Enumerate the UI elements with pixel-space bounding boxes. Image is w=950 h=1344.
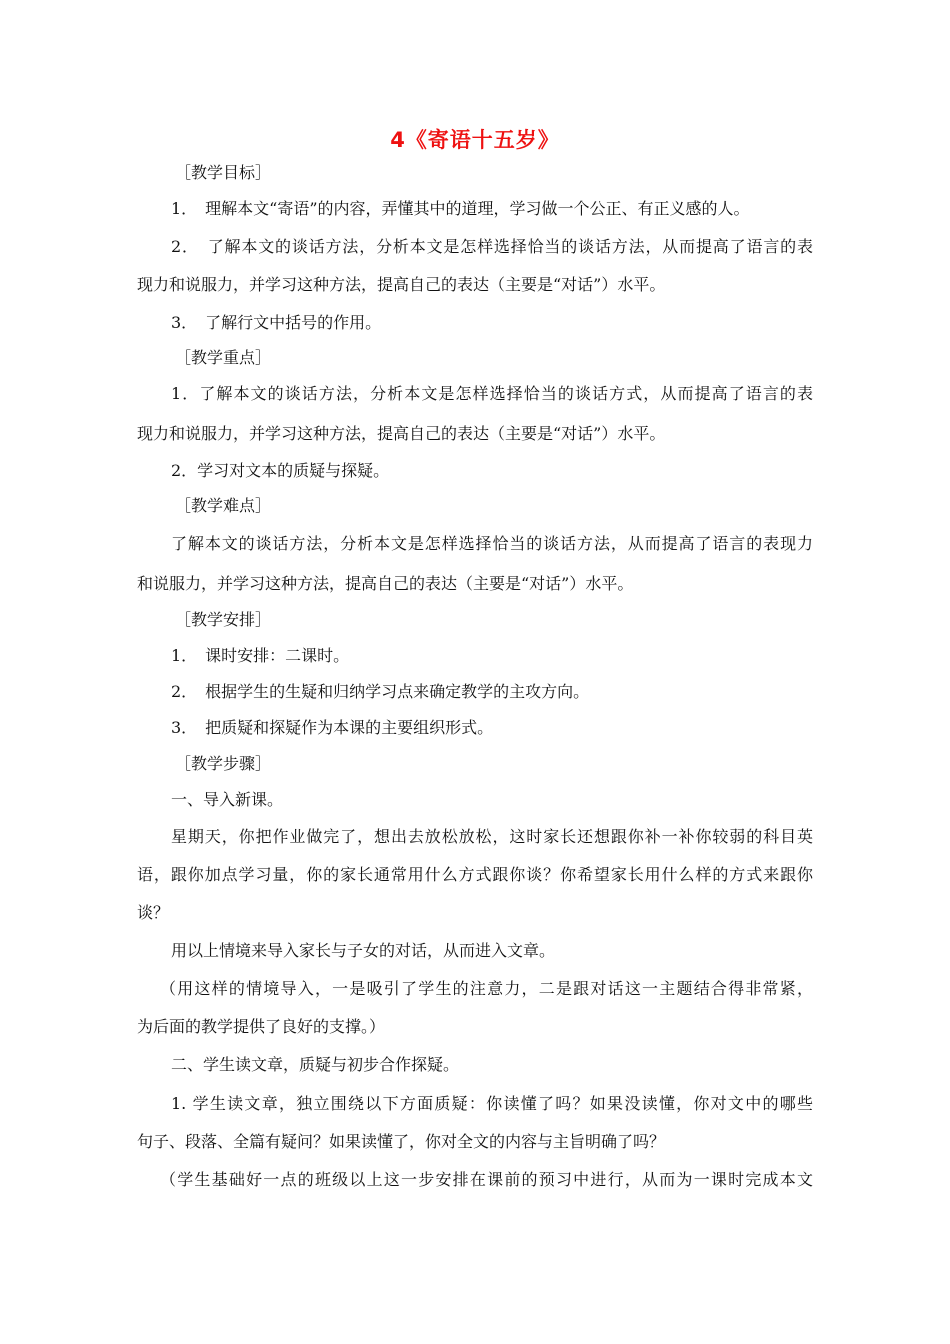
section-heading-objectives: ［教学目标］ — [175, 163, 272, 182]
body-line: （学生基础好一点的班级以上这一步安排在课前的预习中进行，从而为一课时完成本文 — [160, 1170, 813, 1189]
body-line: 和说服力，并学习这种方法，提高自己的表达（主要是“对话”）水平。 — [137, 574, 634, 593]
body-line: 3． 把质疑和探疑作为本课的主要组织形式。 — [171, 718, 494, 737]
body-line: 现力和说服力，并学习这种方法，提高自己的表达（主要是“对话”）水平。 — [137, 275, 666, 294]
section-heading-key-points: ［教学重点］ — [175, 348, 272, 367]
body-line: 句子、段落、全篇有疑问？如果读懂了，你对全文的内容与主旨明确了吗？ — [137, 1132, 666, 1151]
body-line: 星期天，你把作业做完了，想出去放松放松，这时家长还想跟你补一补你较弱的科目英 — [171, 827, 813, 846]
body-line: 为后面的教学提供了良好的支撑。） — [137, 1017, 386, 1036]
body-line: 谈？ — [137, 903, 170, 922]
section-heading-arrangement: ［教学安排］ — [175, 610, 272, 629]
body-line: 二、学生读文章，质疑与初步合作探疑。 — [171, 1055, 460, 1074]
document-title: 4《寄语十五岁》 — [390, 128, 560, 152]
body-line: 1．了解本文的谈话方法，分析本文是怎样选择恰当的谈话方式，从而提高了语言的表 — [171, 384, 813, 403]
body-line: 1. 学生读文章，独立围绕以下方面质疑：你读懂了吗？如果没读懂，你对文中的哪些 — [171, 1094, 813, 1113]
section-heading-steps: ［教学步骤］ — [175, 754, 272, 773]
body-line: 3． 了解行文中括号的作用。 — [171, 313, 382, 332]
body-line: 2． 根据学生的生疑和归纳学习点来确定教学的主攻方向。 — [171, 682, 590, 701]
body-line: 语，跟你加点学习量，你的家长通常用什么方式跟你谈？你希望家长用什么样的方式来跟你 — [137, 865, 813, 884]
body-line: （用这样的情境导入，一是吸引了学生的注意力，二是跟对话这一主题结合得非常紧， — [160, 979, 813, 998]
body-line: 2．学习对文本的质疑与探疑。 — [171, 461, 390, 480]
body-line: 2． 了解本文的谈话方法，分析本文是怎样选择恰当的谈话方法，从而提高了语言的表 — [171, 237, 813, 256]
body-line: 现力和说服力，并学习这种方法，提高自己的表达（主要是“对话”）水平。 — [137, 424, 666, 443]
body-line: 1． 课时安排：二课时。 — [171, 646, 350, 665]
section-heading-difficulties: ［教学难点］ — [175, 496, 272, 515]
body-line: 一、导入新课。 — [171, 790, 284, 809]
body-line: 1． 理解本文“寄语”的内容，弄懂其中的道理，学习做一个公正、有正义感的人。 — [171, 199, 750, 218]
body-line: 了解本文的谈话方法，分析本文是怎样选择恰当的谈话方法，从而提高了语言的表现力 — [171, 534, 813, 553]
body-line: 用以上情境来导入家长与子女的对话，从而进入文章。 — [171, 941, 556, 960]
